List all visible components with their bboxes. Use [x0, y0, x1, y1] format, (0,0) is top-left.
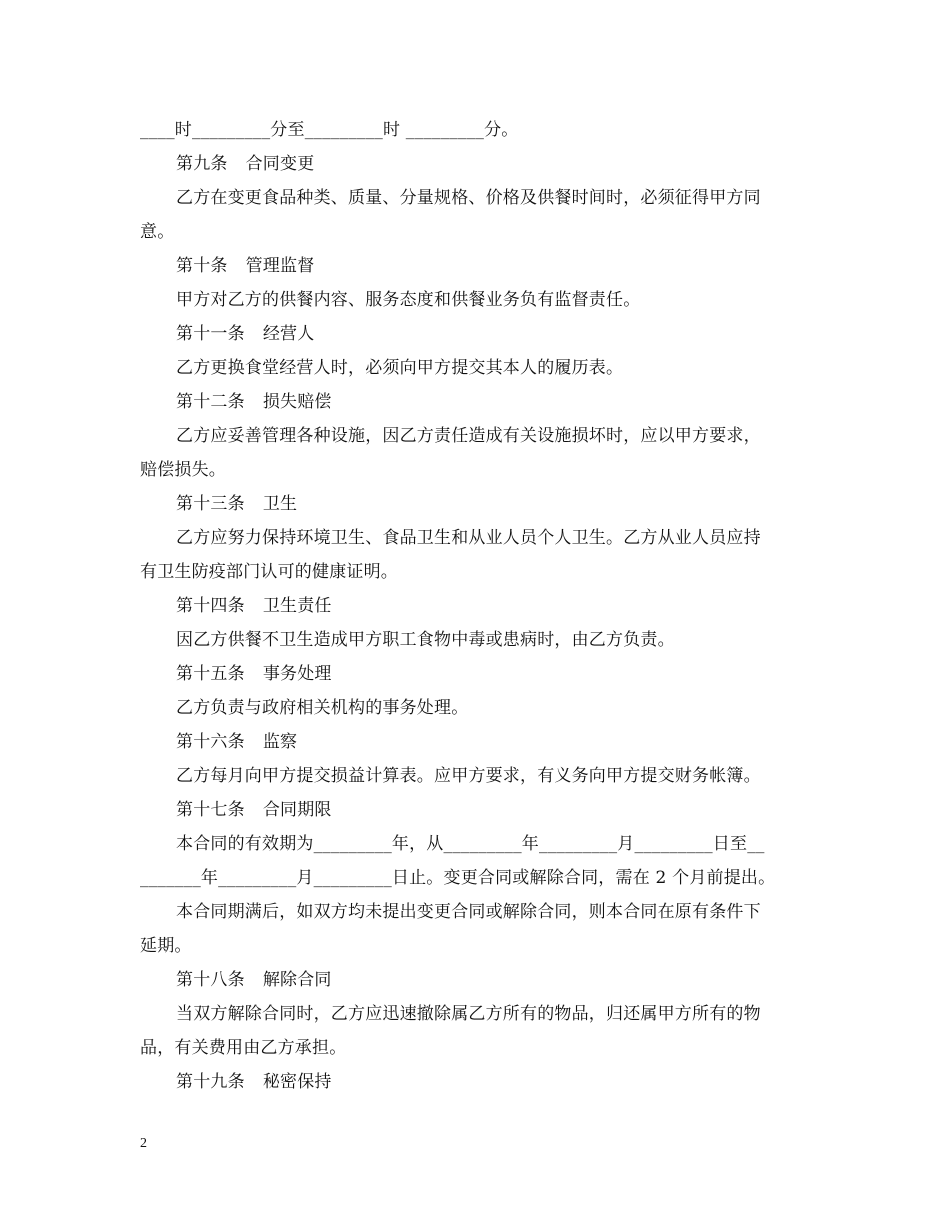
article-number: 第十一条: [176, 324, 245, 344]
article-title: 事务处理: [262, 664, 332, 684]
article-title: 解除合同: [262, 970, 332, 990]
paragraph-line: 本合同期满后，如双方均未提出变更合同或解除合同，则本合同在原有条件下: [176, 902, 761, 922]
article-heading: [140, 1065, 812, 1099]
paragraph-line: 赔偿损失。: [140, 460, 226, 480]
article-title: 秘密保持: [262, 1072, 332, 1092]
paragraph-line: 甲方对乙方的供餐内容、服务态度和供餐业务负有监督责任。: [176, 290, 641, 310]
article-title: 卫生: [262, 494, 298, 514]
paragraph-line: 乙方在变更食品种类、质量、分量规格、价格及供餐时间时，必须征得甲方同: [176, 188, 761, 208]
paragraph-line: _______年_________月_________日止。变更合同或解除合同，需在 2 个月前提出。: [140, 868, 776, 888]
paragraph-line: 有卫生防疫部门认可的健康证明。: [140, 562, 398, 582]
article-heading: [140, 487, 812, 521]
paragraph-line: 当双方解除合同时，乙方应迅速撤除属乙方所有的物品，归还属甲方所有的物: [176, 1004, 761, 1024]
paragraph-line: 乙方每月向甲方提交损益计算表。应甲方要求，有义务向甲方提交财务帐簿。: [176, 766, 761, 786]
line-1: ____时_________分至_________时 _________分。: [140, 120, 519, 140]
paragraph-line: 乙方应努力保持环境卫生、食品卫生和从业人员个人卫生。乙方从业人员应持: [176, 528, 761, 548]
paragraph-line: 本合同的有效期为_________年，从_________年_________月_________日至__: [176, 834, 765, 854]
article-number: 第十条: [176, 256, 228, 276]
article-heading: [140, 147, 812, 181]
article-heading: [140, 963, 812, 997]
paragraph-line: 乙方应妥善管理各种设施，因乙方责任造成有关设施损坏时，应以甲方要求，: [176, 426, 761, 446]
paragraph-line: 意。: [140, 222, 175, 242]
article-title: 合同期限: [262, 800, 332, 820]
article-heading: [140, 657, 812, 691]
article-title: 合同变更: [245, 154, 315, 174]
paragraph-line: 乙方负责与政府相关机构的事务处理。: [176, 698, 469, 718]
paragraph-line: 乙方更换食堂经营人时，必须向甲方提交其本人的履历表。: [176, 358, 624, 378]
article-number: 第十三条: [176, 494, 245, 514]
paragraph-line: 因乙方供餐不卫生造成甲方职工食物中毒或患病时，由乙方负责。: [176, 630, 675, 650]
article-title: 监察: [262, 732, 298, 752]
article-number: 第十五条: [176, 664, 245, 684]
page-number: 2: [140, 1136, 147, 1151]
article-number: 第十七条: [176, 800, 245, 820]
article-number: 第九条: [176, 154, 228, 174]
document-page: [140, 113, 812, 1099]
article-heading: [140, 589, 812, 623]
article-heading: [140, 793, 812, 827]
article-heading: [140, 249, 812, 283]
article-number: 第十六条: [176, 732, 245, 752]
article-number: 第十九条: [176, 1072, 245, 1092]
article-heading: [140, 725, 812, 759]
article-title: 管理监督: [245, 256, 315, 276]
article-heading: [140, 385, 812, 419]
paragraph-line: 品，有关费用由乙方承担。: [140, 1038, 347, 1058]
article-title: 损失赔偿: [262, 392, 332, 412]
article-number: 第十八条: [176, 970, 245, 990]
article-number: 第十四条: [176, 596, 245, 616]
article-title: 经营人: [262, 324, 315, 344]
article-heading: [140, 317, 812, 351]
paragraph-line: 延期。: [140, 936, 192, 956]
article-number: 第十二条: [176, 392, 245, 412]
article-title: 卫生责任: [262, 596, 332, 616]
